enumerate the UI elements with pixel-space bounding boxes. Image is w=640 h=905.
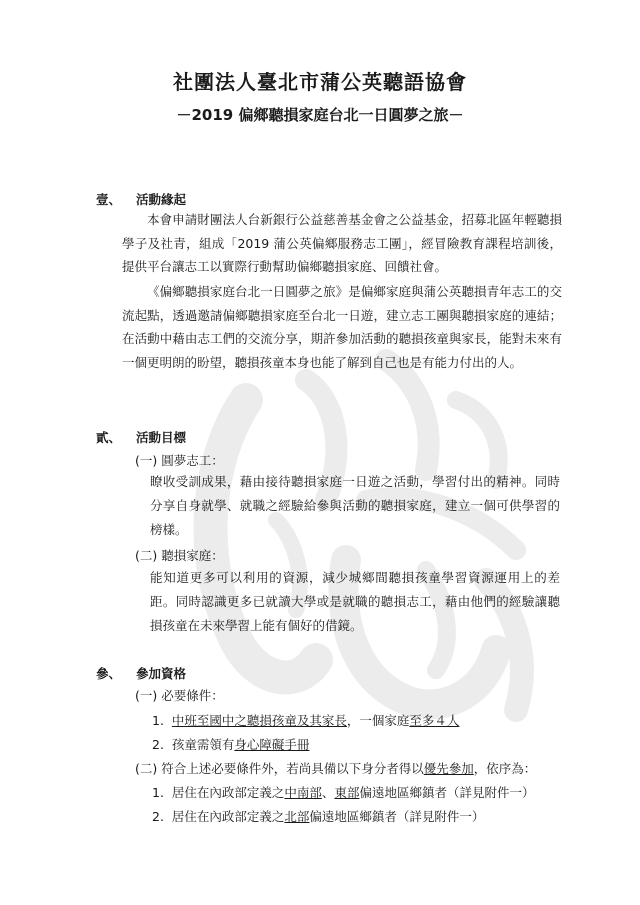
priority-item-2 [152,807,484,825]
section-1-title: 活動緣起 [136,192,187,207]
section-3-title: 參加資格 [136,666,187,681]
list-number: 2. [152,737,164,752]
list-number: 2. [152,809,164,824]
priority-item-1 [152,783,534,801]
document-title: 社團法人臺北市蒲公英聽語協會 [173,70,467,94]
section-3-number: 參、 [96,666,122,681]
list-number: 1. [152,713,164,728]
section-1-number: 壹、 [96,192,122,207]
underlined-text: 東部 [334,785,360,800]
underlined-text: 優先參加 [423,761,474,776]
priority-heading [135,759,536,777]
section-2-title: 活動目標 [136,430,187,445]
document-subtitle: －2019 偏鄉聽損家庭台北一日圓夢之旅－ [176,106,464,124]
section-2-number: 貳、 [96,430,122,445]
list-text: ，一個家庭 [346,713,410,728]
list-text: 居住在內政部定義之 [171,809,285,824]
list-text: 偏遠地區鄉鎮者（詳見附件一） [309,809,485,824]
underlined-text: 身心障礙手冊 [234,737,310,752]
goal-1-heading: (一) 圓夢志工： [135,453,224,468]
goal-2-heading: (二) 聽損家庭： [135,548,224,563]
list-text: 、 [321,785,335,800]
goal-2-body: 能知道更多可以利用的資源，減少城鄉間聽損孩童學習資源運用上的差距。同時認識更多已就讀大學或是就職的聽損志工，藉由他們的經驗讓聽損孩童在未來學習上能有個好的借鏡。 [150,570,560,633]
list-text: 居住在內政部定義之 [171,785,285,800]
list-number: 1. [152,785,164,800]
priority-heading-text: ，依序為： [473,761,537,776]
underlined-text: 北部 [284,809,310,824]
list-text: 偏遠地區鄉鎮者（詳見附件一） [359,785,535,800]
requirement-heading: (一) 必要條件： [135,688,224,703]
priority-heading-text: (二) 符合上述必要條件外，若尚具備以下身分者得以 [135,761,424,776]
section-1-paragraph-1: 本會申請財團法人台新銀行公益慈善基金會之公益基金，招募北區年輕聽損學子及社青，組成「2019 蒲公英偏鄉服務志工團」，經冒險教育課程培訓後，提供平台讓志工以實際行動幫助偏鄉聽損家庭、回饋社會。 [122,212,562,274]
requirement-item-2 [152,735,309,753]
goal-1-body: 瞭收受訓成果，藉由接待聽損家庭一日遊之活動，學習付出的精神。同時分享自身就學、就職之經驗給參與活動的聽損家庭，建立一個可供學習的榜樣。 [150,474,560,537]
underlined-text: 中南部 [284,785,322,800]
list-text: 孩童需領有 [171,737,235,752]
underlined-text: 至多４人 [409,713,460,728]
section-1-paragraph-2: 《偏鄉聽損家庭台北一日圓夢之旅》是偏鄉家庭與蒲公英聽損青年志工的交流起點，透過邀請偏鄉聽損家庭至台北一日遊，建立志工團與聽損家庭的連結；在活動中藉由志工們的交流分享，期許參加活動的聽損孩童與家長，能對未來有一個更明朗的盼望，聽損孩童本身也能了解到自己也是有能力付出的人。 [122,284,562,370]
underlined-text: 中班至國中之聽損孩童及其家長 [171,713,347,728]
requirement-item-1 [152,711,459,729]
